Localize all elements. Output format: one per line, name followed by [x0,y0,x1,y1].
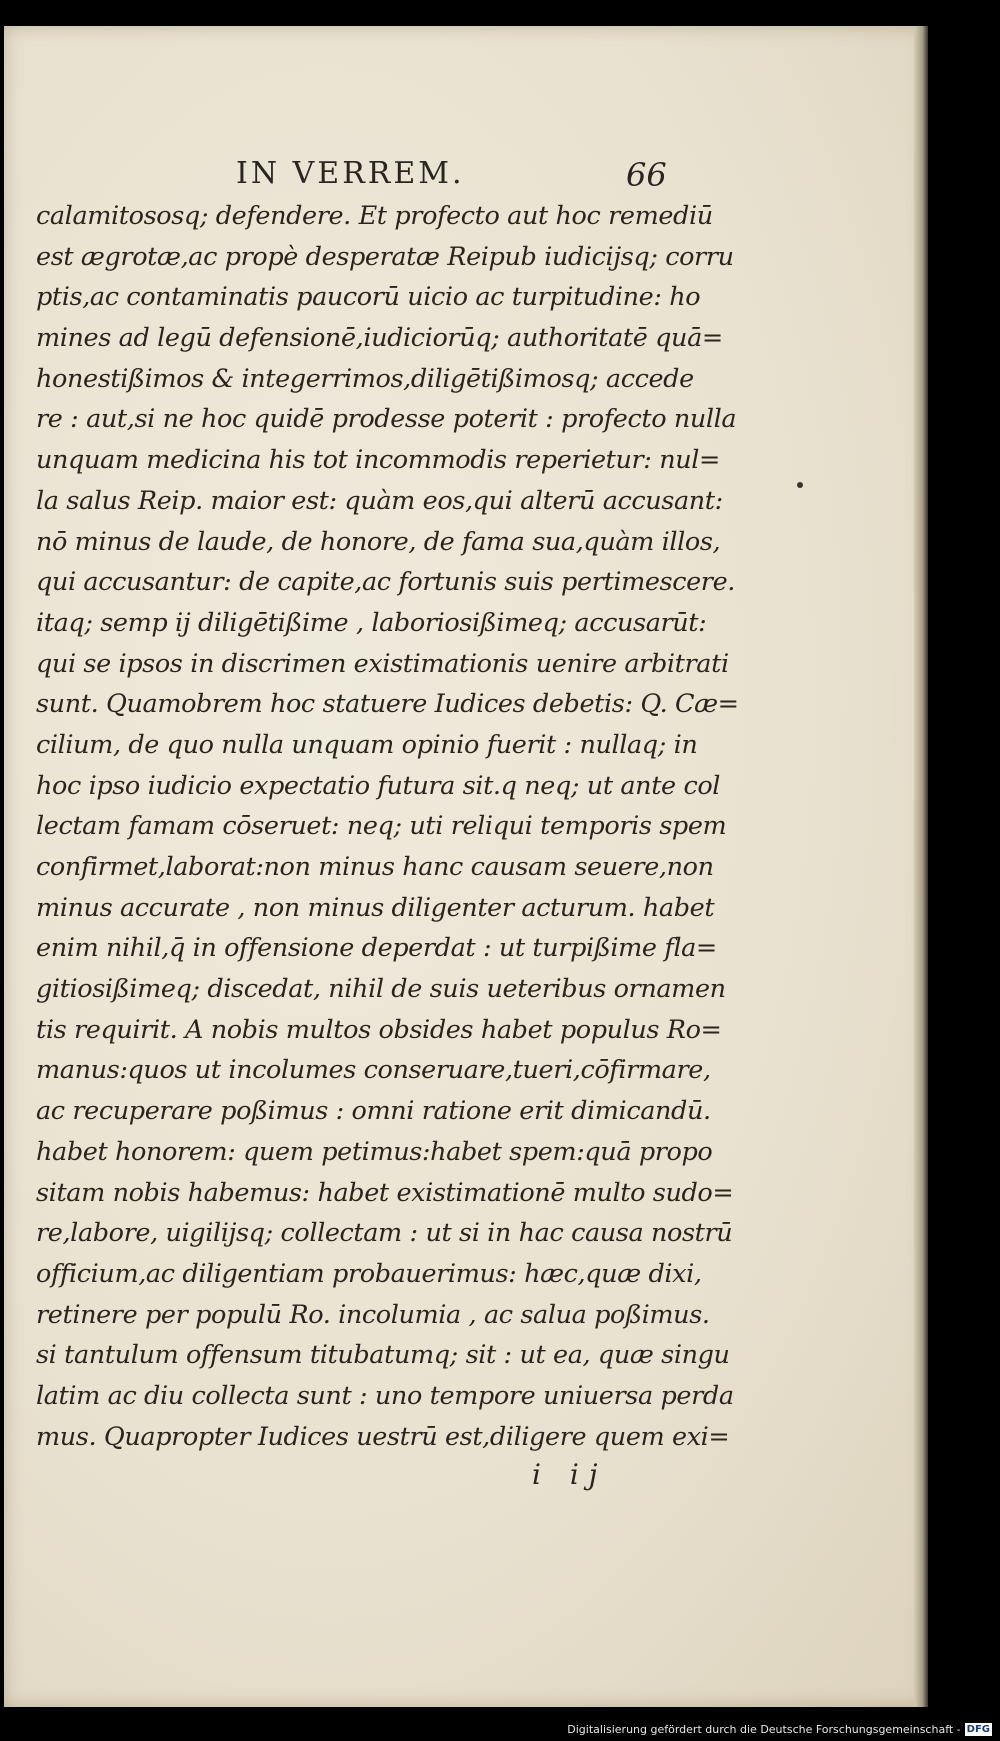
text-line: la salus Reip. maior est: quàm eos,qui alterū accusant: [36,485,723,516]
text-line: mus. Quapropter Iudices uestrū est,diligere quem exi= [36,1421,730,1452]
text-line: sunt. Quamobrem hoc statuere Iudices debetis: Q. Cæ= [36,689,739,720]
text-line: ptis,ac contaminatis paucorū uicio ac turpitudine: ho [36,282,701,313]
text-line: latim ac diu collecta sunt : uno tempore uniuersa perda [36,1380,734,1411]
ink-speck [797,482,803,488]
text-line: si tantulum offensum titubatumq; sit : ut ea, quæ singu [36,1340,730,1371]
digitization-footer [567,1720,992,1738]
text-line: qui accusantur: de capite,ac fortunis suis pertimescere. [36,567,735,598]
text-line: hoc ipso iudicio expectatio futura sit.q neq; ut ante col [36,770,721,801]
text-line: tis requirit. A nobis multos obsides habet populus Ro= [36,1014,722,1045]
text-line: manus:quos ut incolumes conseruare,tueri,cōfirmare, [36,1055,711,1086]
text-line: officium,ac diligentiam probauerimus: hæc,quæ dixi, [36,1258,702,1289]
text-line: habet honorem: quem petimus:habet spem:quā propo [36,1136,713,1167]
dfg-logo: DFG [966,1723,990,1735]
text-line: qui se ipsos in discrimen existimationis uenire arbitrati [36,648,729,679]
text-line: ac recuperare poßimus : omni ratione erit dimicandū. [36,1096,711,1127]
text-line: unquam medicina his tot incommodis reperietur: nul= [36,445,720,476]
running-head [0,156,926,196]
text-line: cilium, de quo nulla unquam opinio fuerit : nullaq; in [36,729,698,760]
running-head-title: IN VERREM. [236,156,465,191]
text-line: re : aut,si ne hoc quidē prodesse poterit : profecto nulla [36,404,737,435]
folio-number: 66 [626,156,667,194]
text-line: confirmet,laborat:non minus hanc causam seuere,non [36,852,714,882]
page-edge [914,26,928,1707]
body-text [36,196,739,1457]
text-line: itaq; semp ij diligētißime , laboriosißimeq; accusarūt: [36,607,707,638]
text-line: est ægrotæ,ac propè desperatæ Reipub iudicijsq; corru [36,241,734,272]
text-line: calamitososq; defendere. Et profecto aut hoc remediū [36,201,713,231]
signature-mark: i ij [532,1458,608,1491]
text-line: mines ad legū defensionē,iudiciorūq; authoritatē quā= [36,323,723,354]
text-line: honestißimos & integerrimos,diligētißimosq; accede [36,363,694,394]
text-line: enim nihil,q̄ in offensione deperdat : ut turpißime fla= [36,933,717,964]
text-line: nō minus de laude, de honore, de fama sua,quàm illos, [36,526,721,557]
footer-credit: Digitalisierung gefördert durch die Deutsche Forschungsgemeinschaft - [567,1722,961,1736]
text-line: re,labore, uigilijsq; collectam : ut si in hac causa nostrū [36,1218,733,1249]
text-line: retinere per populū Ro. incolumia , ac salua poßimus. [36,1299,710,1330]
text-line: lectam famam cōseruet: neq; uti reliqui temporis spem [36,811,727,842]
text-line: gitiosißimeq; discedat, nihil de suis ueteribus ornamen [36,974,726,1005]
text-line: sitam nobis habemus: habet existimationē multo sudo= [36,1177,734,1208]
text-line: minus accurate , non minus diligenter acturum. habet [36,892,715,923]
